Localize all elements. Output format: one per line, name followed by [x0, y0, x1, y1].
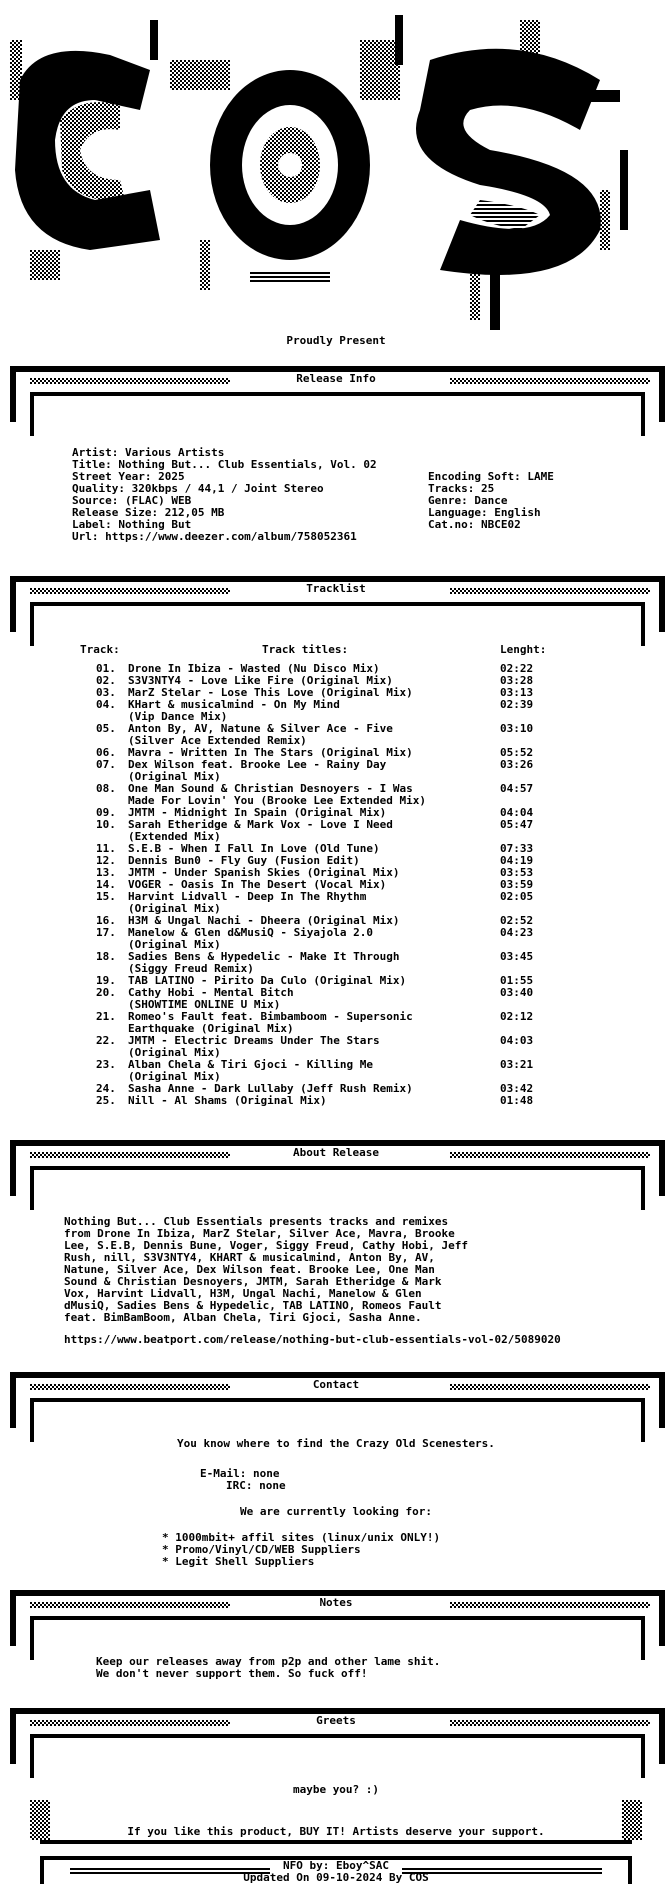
- release-info-line: Release Size: 212,05 MB: [72, 506, 225, 519]
- track-length: 02:05: [500, 890, 534, 903]
- track-title: JMTM - Under Spanish Skies (Original Mix): [128, 866, 400, 879]
- release-info-line: Label: Nothing But: [72, 518, 192, 531]
- track-row: [0, 699, 672, 711]
- track-title: TAB LATINO - Pirito Da Culo (Original Mix): [128, 974, 407, 987]
- release-info-line: Quality: 320kbps / 44,1 / Joint Stereo: [72, 482, 324, 495]
- track-title: (Original Mix): [128, 1070, 221, 1083]
- footer-nfo: NFO by: Eboy^SAC: [283, 1859, 389, 1872]
- contact-irc: IRC: none: [226, 1479, 286, 1492]
- track-title: Sadies Bens & Hypedelic - Make It Through: [128, 950, 400, 963]
- track-number: 05.: [96, 722, 116, 735]
- track-length: 02:12: [500, 1010, 534, 1023]
- track-number: 09.: [96, 806, 116, 819]
- contact-looking: We are currently looking for:: [239, 1505, 433, 1518]
- tagline: Proudly Present: [286, 334, 386, 347]
- track-length: 03:45: [500, 950, 534, 963]
- track-title: S.E.B - When I Fall In Love (Old Tune): [128, 842, 380, 855]
- release-info-line: Language: English: [428, 506, 541, 519]
- track-length: 02:52: [500, 914, 534, 927]
- tracklist-header: [0, 644, 672, 656]
- contact-intro: You know where to find the Crazy Old Scenesters.: [177, 1437, 495, 1450]
- track-number: 19.: [96, 974, 116, 987]
- track-length: 01:55: [500, 974, 534, 987]
- about-line: Sound & Christian Desnoyers, JMTM, Sarah Etheridge & Mark: [64, 1275, 442, 1288]
- track-title: H3M & Ungal Nachi - Dheera (Original Mix): [128, 914, 400, 927]
- track-length: 03:59: [500, 878, 534, 891]
- track-row: [0, 1011, 672, 1023]
- release-info-right: [428, 471, 554, 531]
- release-info-line: Encoding Soft: LAME: [428, 470, 554, 483]
- footer-updated: Updated On 09-10-2024 By COS: [243, 1871, 429, 1884]
- track-title: Romeo's Fault feat. Bimbamboom - Supersonic: [128, 1010, 413, 1023]
- track-title: JMTM - Electric Dreams Under The Stars: [128, 1034, 380, 1047]
- track-length: 03:13: [500, 686, 534, 699]
- track-number: 06.: [96, 746, 116, 759]
- contact-item: * Legit Shell Suppliers: [162, 1555, 315, 1568]
- contact-item: * 1000mbit+ affil sites (linux/unix ONLY!): [162, 1531, 441, 1544]
- contact-items: [162, 1532, 440, 1568]
- track-row: [0, 891, 672, 903]
- track-title: Dex Wilson feat. Brooke Lee - Rainy Day: [128, 758, 387, 771]
- track-number: 13.: [96, 866, 116, 879]
- about-line: from Drone In Ibiza, MarZ Stelar, Silver Ace, Mavra, Brooke: [64, 1227, 455, 1240]
- track-title: VOGER - Oasis In The Desert (Vocal Mix): [128, 878, 387, 891]
- contact-email: E-Mail: none: [200, 1467, 280, 1480]
- about-line: Natune, Silver Ace, Dex Wilson feat. Brooke Lee, One Man: [64, 1263, 435, 1276]
- track-row: [0, 927, 672, 939]
- about-line: Rush, nill, S3V3NTY4, KHART & musicalmind, Anton By, AV,: [64, 1251, 435, 1264]
- track-title: (Original Mix): [128, 902, 221, 915]
- track-number: 01.: [96, 662, 116, 675]
- greets-text: maybe you? :): [292, 1783, 380, 1796]
- track-title: (Siggy Freud Remix): [128, 962, 254, 975]
- track-row: [0, 1035, 672, 1047]
- track-length: 02:39: [500, 698, 534, 711]
- track-title: S3V3NTY4 - Love Like Fire (Original Mix): [128, 674, 393, 687]
- track-length: 03:28: [500, 674, 534, 687]
- track-title: Alban Chela & Tiri Gjoci - Killing Me: [128, 1058, 374, 1071]
- track-number: 15.: [96, 890, 116, 903]
- track-title: Sarah Etheridge & Mark Vox - Love I Need: [128, 818, 393, 831]
- release-info-line: Street Year: 2025: [72, 470, 185, 483]
- section-title-release-info: Release Info: [296, 372, 376, 385]
- track-title: (Vip Dance Mix): [128, 710, 228, 723]
- about-url[interactable]: https://www.beatport.com/release/nothing-but-club-essentials-vol-02/5089020: [64, 1334, 561, 1346]
- cos-ascii-logo: [0, 0, 672, 340]
- track-title: Harvint Lidvall - Deep In The Rhythm: [128, 890, 367, 903]
- release-info-line: Title: Nothing But... Club Essentials, Vol. 02: [72, 458, 377, 471]
- track-title: One Man Sound & Christian Desnoyers - I Was: [128, 782, 413, 795]
- track-number: 02.: [96, 674, 116, 687]
- track-number: 11.: [96, 842, 116, 855]
- track-number: 22.: [96, 1034, 116, 1047]
- track-row: [0, 1095, 672, 1107]
- release-info-line: Url: https://www.deezer.com/album/758052361: [72, 530, 357, 543]
- track-title: Nill - Al Shams (Original Mix): [128, 1094, 327, 1107]
- track-length: 05:47: [500, 818, 534, 831]
- track-title: Cathy Hobi - Mental Bitch: [128, 986, 294, 999]
- header-title: Track titles:: [262, 643, 349, 656]
- track-title: JMTM - Midnight In Spain (Original Mix): [128, 806, 387, 819]
- track-length: 03:26: [500, 758, 534, 771]
- release-info-line: Artist: Various Artists: [72, 446, 225, 459]
- track-title: (SHOWTIME ONLINE U Mix): [128, 998, 281, 1011]
- track-length: 03:42: [500, 1082, 534, 1095]
- section-title-tracklist: Tracklist: [306, 582, 366, 595]
- track-title: Made For Lovin' You (Brooke Lee Extended Mix): [128, 794, 427, 807]
- track-row: [0, 1059, 672, 1071]
- track-length: 03:10: [500, 722, 534, 735]
- track-number: 21.: [96, 1010, 116, 1023]
- track-length: 03:40: [500, 986, 534, 999]
- track-number: 03.: [96, 686, 116, 699]
- notes-line: Keep our releases away from p2p and other lame shit.: [96, 1655, 441, 1668]
- track-length: 04:19: [500, 854, 534, 867]
- release-info-line: Source: (FLAC) WEB: [72, 494, 192, 507]
- release-info-line: Tracks: 25: [428, 482, 495, 495]
- about-line: feat. BimBamBoom, Alban Chela, Tiri Gjoci, Sasha Anne.: [64, 1311, 422, 1324]
- track-number: 08.: [96, 782, 116, 795]
- track-number: 23.: [96, 1058, 116, 1071]
- track-title: KHart & musicalmind - On My Mind: [128, 698, 340, 711]
- track-length: 03:53: [500, 866, 534, 879]
- about-text: [64, 1216, 468, 1324]
- track-number: 16.: [96, 914, 116, 927]
- track-number: 10.: [96, 818, 116, 831]
- track-title: (Silver Ace Extended Remix): [128, 734, 307, 747]
- track-length: 04:23: [500, 926, 534, 939]
- track-length: 07:33: [500, 842, 534, 855]
- track-length: 04:57: [500, 782, 534, 795]
- track-length: 01:48: [500, 1094, 534, 1107]
- track-row: [0, 723, 672, 735]
- track-number: 18.: [96, 950, 116, 963]
- track-title: Mavra - Written In The Stars (Original Mix): [128, 746, 413, 759]
- track-row: [0, 819, 672, 831]
- track-title: Sasha Anne - Dark Lullaby (Jeff Rush Remix): [128, 1082, 413, 1095]
- track-title: Anton By, AV, Natune & Silver Ace - Five: [128, 722, 393, 735]
- track-number: 17.: [96, 926, 116, 939]
- track-title: (Extended Mix): [128, 830, 221, 843]
- track-number: 14.: [96, 878, 116, 891]
- track-title: (Original Mix): [128, 938, 221, 951]
- about-line: Lee, S.E.B, Dennis Bune, Voger, Siggy Freud, Cathy Hobi, Jeff: [64, 1239, 468, 1252]
- track-number: 20.: [96, 986, 116, 999]
- track-length: 04:03: [500, 1034, 534, 1047]
- track-number: 12.: [96, 854, 116, 867]
- track-title: (Original Mix): [128, 770, 221, 783]
- track-number: 04.: [96, 698, 116, 711]
- track-title: (Original Mix): [128, 1046, 221, 1059]
- track-number: 24.: [96, 1082, 116, 1095]
- track-title: MarZ Stelar - Lose This Love (Original Mix): [128, 686, 413, 699]
- notes-text: [96, 1656, 440, 1680]
- track-length: 04:04: [500, 806, 534, 819]
- track-title: Earthquake (Original Mix): [128, 1022, 294, 1035]
- about-line: dMusiQ, Sadies Bens & Hypedelic, TAB LATINO, Romeos Fault: [64, 1299, 442, 1312]
- track-row: [0, 951, 672, 963]
- track-length: 02:22: [500, 662, 534, 675]
- track-number: 25.: [96, 1094, 116, 1107]
- track-title: Drone In Ibiza - Wasted (Nu Disco Mix): [128, 662, 380, 675]
- track-length: 05:52: [500, 746, 534, 759]
- section-title-contact: Contact: [312, 1378, 360, 1391]
- contact-item: * Promo/Vinyl/CD/WEB Suppliers: [162, 1543, 361, 1556]
- release-info-line: Genre: Dance: [428, 494, 508, 507]
- track-title: Manelow & Glen d&MusiQ - Siyajola 2.0: [128, 926, 374, 939]
- track-number: 07.: [96, 758, 116, 771]
- notes-line: We don't never support them. So fuck off!: [96, 1667, 368, 1680]
- track-row: [0, 987, 672, 999]
- about-line: Vox, Harvint Lidvall, H3M, Ungal Nachi, Manelow & Glen: [64, 1287, 422, 1300]
- footer-support: If you like this product, BUY IT! Artists deserve your support.: [127, 1825, 545, 1838]
- release-info-left: [72, 447, 377, 543]
- about-line: Nothing But... Club Essentials presents tracks and remixes: [64, 1215, 449, 1228]
- track-title: Dennis Bun0 - Fly Guy (Fusion Edit): [128, 854, 360, 867]
- track-length: 03:21: [500, 1058, 534, 1071]
- section-title-about: About Release: [292, 1146, 380, 1159]
- section-title-notes: Notes: [319, 1596, 353, 1609]
- header-length: Lenght:: [500, 643, 547, 656]
- release-info-line: Cat.no: NBCE02: [428, 518, 521, 531]
- header-track: Track:: [80, 643, 120, 656]
- track-row: [0, 759, 672, 771]
- section-title-greets: Greets: [316, 1714, 356, 1727]
